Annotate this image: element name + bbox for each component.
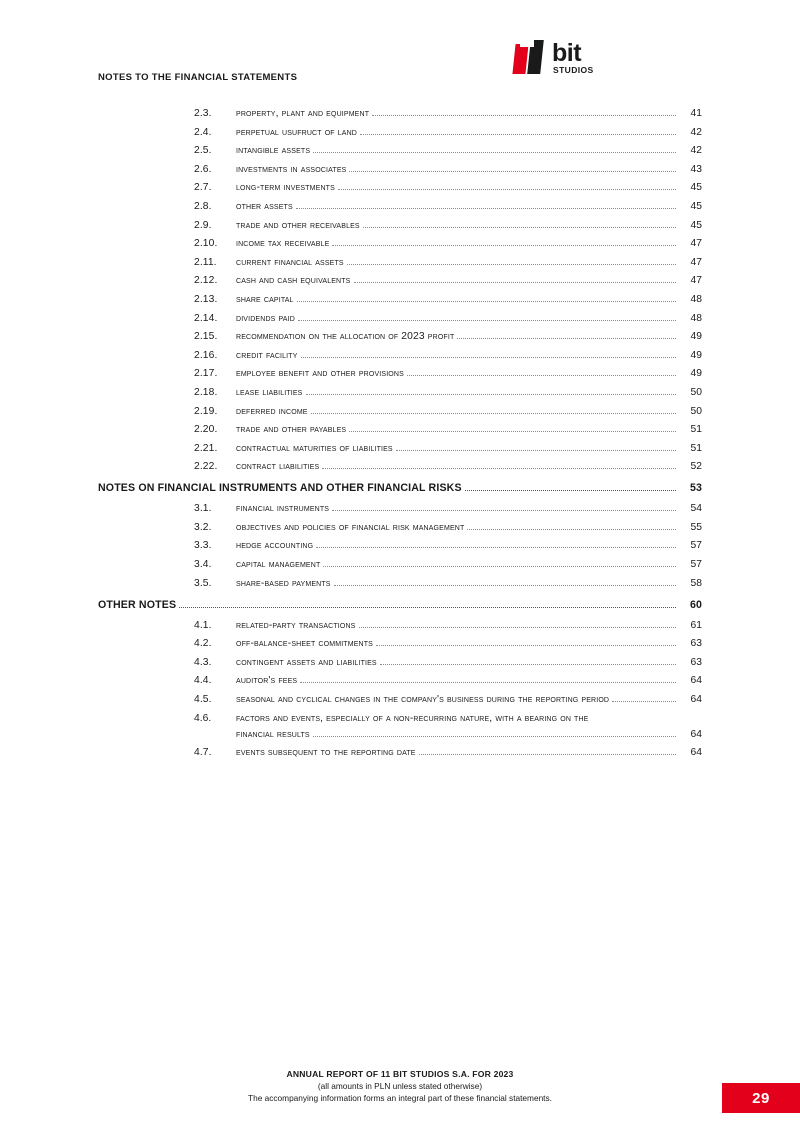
toc-entry-page: 54	[690, 503, 702, 515]
toc-entry[interactable]	[98, 461, 702, 473]
toc-entry-number: 4.7.	[194, 747, 212, 759]
toc-entry[interactable]	[98, 368, 702, 380]
toc-entry-number: 2.21.	[194, 442, 218, 454]
toc-entry-number: 4.2.	[194, 638, 212, 650]
toc-entry-label: auditor's fees	[236, 675, 298, 687]
toc-entry-page: 45	[690, 182, 702, 194]
toc-entry-label: trade and other receivables	[236, 219, 360, 231]
toc-entry-page: 64	[690, 675, 702, 687]
toc-entry-number: 3.1.	[194, 503, 212, 515]
toc-entry-label: objectives and policies of financial risk management	[236, 521, 465, 533]
toc-leader-dots	[457, 337, 676, 339]
toc-leader-dots	[349, 170, 676, 172]
toc-entry-number: 2.14.	[194, 312, 218, 324]
toc-entry-label: contract liabilities	[236, 461, 320, 473]
toc-entry[interactable]	[98, 482, 702, 494]
toc-entry-label: NOTES ON FINANCIAL INSTRUMENTS AND OTHER FINANCIAL RISKS	[98, 482, 462, 495]
toc-leader-dots	[316, 546, 676, 548]
toc-entry-number: 2.4.	[194, 126, 212, 138]
toc-entry[interactable]	[98, 747, 702, 759]
toc-entry-page: 50	[690, 405, 702, 417]
toc-entry-label: lease liabilities	[236, 386, 303, 398]
toc-entry-label: cash and cash equivalents	[236, 275, 351, 287]
11bit-studios-logo	[512, 40, 602, 86]
toc-entry-number: 2.10.	[194, 238, 218, 250]
toc-entry-page: 57	[690, 540, 702, 552]
toc-entry-number: 2.17.	[194, 368, 218, 380]
toc-entry-page: 49	[690, 349, 702, 361]
toc-entry-label: OTHER NOTES	[98, 598, 177, 611]
toc-entry-number: 2.11.	[194, 256, 217, 268]
toc-entry[interactable]	[98, 620, 702, 632]
toc-entry-page: 48	[690, 293, 702, 305]
toc-entry-label: financial instruments	[236, 503, 330, 515]
toc-entry-number: 2.7.	[194, 182, 212, 194]
footer-currency-note: (all amounts in PLN unless stated otherwise)	[317, 1081, 483, 1091]
toc-entry-page: 49	[690, 368, 702, 380]
toc-entry-label: off-balance-sheet commitments	[236, 638, 373, 650]
toc-entry-page: 57	[690, 559, 702, 571]
toc-entry-page: 63	[690, 638, 702, 650]
toc-leader-dots	[347, 263, 676, 265]
toc-entry-page: 63	[690, 656, 702, 668]
toc-entry-number: 3.4.	[194, 559, 212, 571]
toc-entry-page: 64	[690, 728, 702, 740]
toc-entry-page: 55	[690, 521, 702, 533]
toc-entry-number: 3.5.	[194, 577, 212, 589]
toc-leader-dots	[332, 244, 676, 246]
toc-entry-page: 58	[690, 577, 702, 589]
toc-entry-label: perpetual usufruct of land	[236, 126, 357, 138]
page-number-badge: 29	[722, 1083, 800, 1113]
toc-entry-label: recommendation on the allocation of 2023 profit	[236, 331, 455, 343]
toc-entry-number: 2.12.	[194, 275, 218, 287]
toc-entry-label: credit facility	[236, 349, 298, 361]
toc-leader-dots	[380, 663, 676, 665]
toc-entry-number: 2.16.	[194, 349, 218, 361]
toc-entry[interactable]	[98, 294, 702, 306]
toc-entry-page: 47	[690, 256, 702, 268]
toc-entry-label: other assets	[236, 200, 293, 212]
toc-entry-number: 2.9.	[194, 219, 212, 231]
toc-entry-label: trade and other payables	[236, 424, 347, 436]
toc-entry-label: related-party transactions	[236, 619, 356, 631]
toc-entry[interactable]	[98, 424, 702, 436]
page-footer	[0, 1069, 800, 1103]
toc-entry[interactable]	[98, 713, 702, 741]
toc-entry[interactable]	[98, 331, 702, 343]
toc-entry-number: 2.22.	[194, 461, 218, 473]
toc-entry-number: 4.4.	[194, 675, 212, 687]
toc-entry-page: 53	[690, 482, 702, 495]
toc-entry[interactable]	[98, 522, 702, 534]
toc-entry[interactable]	[98, 201, 702, 213]
toc-entry-number: 2.13.	[194, 293, 218, 305]
toc-leader-dots	[301, 356, 676, 358]
toc-entry[interactable]	[98, 675, 702, 687]
toc-leader-dots	[297, 300, 676, 302]
toc-leader-dots	[322, 467, 676, 469]
toc-leader-dots	[300, 681, 676, 683]
toc-entry-number: 3.2.	[194, 521, 212, 533]
toc-entry-label: employee benefit and other provisions	[236, 368, 404, 380]
toc-leader-dots	[465, 489, 676, 491]
toc-leader-dots	[296, 207, 676, 209]
toc-entry-number: 4.3.	[194, 656, 212, 668]
toc-entry-label: investments in associates	[236, 163, 347, 175]
toc-entry-label: share capital	[236, 293, 294, 305]
toc-leader-dots	[311, 412, 676, 414]
toc-entry-page: 47	[690, 275, 702, 287]
toc-leader-dots	[612, 700, 676, 702]
toc-entry[interactable]	[98, 350, 702, 362]
toc-entry-label: property, plant and equipment	[236, 108, 370, 119]
toc-entry-label: deferred income	[236, 405, 308, 417]
toc-entry-number: 2.19.	[194, 405, 218, 417]
toc-entry-page: 51	[690, 424, 702, 436]
toc-entry-page: 52	[690, 461, 702, 473]
toc-leader-dots	[332, 509, 676, 511]
toc-entry-label: events subsequent to the reporting date	[236, 747, 416, 759]
toc-entry-page: 48	[690, 312, 702, 324]
toc-entry-number: 2.15.	[194, 331, 218, 343]
toc-leader-dots	[323, 565, 676, 567]
toc-entry-number: 2.5.	[194, 145, 212, 157]
toc-entry-page: 42	[690, 126, 702, 138]
toc-entry-number: 2.18.	[194, 386, 218, 398]
toc-leader-dots	[334, 584, 676, 586]
toc-entry-label: long-term investments	[236, 182, 335, 194]
toc-leader-dots	[419, 753, 676, 755]
toc-entry[interactable]	[98, 443, 702, 455]
toc-entry-number: 2.20.	[194, 424, 218, 436]
toc-entry-page: 64	[690, 747, 702, 759]
toc-entry-number: 2.6.	[194, 163, 212, 175]
toc-entry[interactable]	[98, 599, 702, 611]
toc-entry-page: 64	[690, 694, 702, 706]
toc-entry-page: 43	[690, 163, 702, 175]
toc-entry[interactable]	[98, 503, 702, 515]
toc-entry-page: 60	[690, 598, 702, 611]
toc-entry[interactable]	[98, 275, 702, 287]
table-of-contents	[98, 108, 702, 766]
toc-entry-page: 47	[690, 238, 702, 250]
toc-entry[interactable]	[98, 220, 702, 232]
toc-leader-dots	[363, 226, 676, 228]
toc-entry[interactable]	[98, 182, 702, 194]
toc-leader-dots	[338, 188, 676, 190]
toc-entry[interactable]	[98, 313, 702, 325]
toc-entry[interactable]	[98, 238, 702, 250]
toc-entry-label: contingent assets and liabilities	[236, 656, 377, 668]
toc-leader-dots	[298, 319, 676, 321]
toc-entry-label: seasonal and cyclical changes in the company's business during the reporting period	[236, 694, 610, 706]
toc-entry-label: intangible assets	[236, 145, 311, 157]
toc-entry-label: capital management	[236, 559, 321, 571]
toc-leader-dots	[376, 644, 676, 646]
toc-leader-dots	[354, 281, 676, 283]
toc-entry-page: 41	[690, 108, 702, 119]
toc-leader-dots	[359, 626, 677, 628]
page-header	[98, 39, 702, 102]
toc-entry[interactable]	[98, 540, 702, 552]
toc-entry-number: 4.1.	[194, 619, 212, 631]
toc-entry[interactable]	[98, 657, 702, 669]
toc-entry[interactable]	[98, 387, 702, 399]
toc-entry-number: 4.6.	[194, 712, 212, 724]
logo-text: bit	[552, 39, 582, 67]
footer-disclaimer: The accompanying information forms an integral part of these financial statements.	[248, 1093, 552, 1103]
toc-entry[interactable]	[98, 257, 702, 269]
toc-entry-label: current financial assets	[236, 256, 344, 268]
toc-entry-page: 42	[690, 145, 702, 157]
toc-leader-dots	[396, 449, 676, 451]
toc-entry-page: 45	[690, 200, 702, 212]
toc-entry-page: 45	[690, 219, 702, 231]
toc-entry-label: dividends paid	[236, 312, 295, 324]
toc-entry[interactable]	[98, 164, 702, 176]
toc-entry[interactable]	[98, 694, 702, 706]
toc-entry-page: 61	[690, 619, 702, 631]
toc-entry-page: 49	[690, 331, 702, 343]
toc-leader-dots	[372, 114, 676, 116]
page-title: NOTES TO THE FINANCIAL STATEMENTS	[98, 72, 298, 83]
toc-entry-label: share-based payments	[236, 577, 331, 589]
toc-leader-dots	[179, 606, 676, 608]
footer-report-title: ANNUAL REPORT OF 11 BIT STUDIOS S.A. FOR 2023	[286, 1069, 514, 1079]
toc-entry[interactable]	[98, 145, 702, 157]
toc-leader-dots	[360, 133, 676, 135]
toc-entry[interactable]	[98, 559, 702, 571]
toc-leader-dots	[313, 151, 676, 153]
toc-entry[interactable]	[98, 127, 702, 139]
toc-leader-dots	[349, 430, 676, 432]
toc-entry-page: 51	[690, 442, 702, 454]
toc-entry-label: factors and events, especially of a non-recurring nature, with a bearing on the	[236, 712, 589, 724]
toc-entry-label: hedge accounting	[236, 540, 314, 552]
toc-entry[interactable]	[98, 638, 702, 650]
toc-entry-page: 50	[690, 386, 702, 398]
toc-entry-number: 3.3.	[194, 540, 212, 552]
toc-entry-number: 4.5.	[194, 694, 212, 706]
toc-leader-dots	[407, 374, 676, 376]
toc-entry[interactable]	[98, 406, 702, 418]
toc-leader-dots	[313, 735, 676, 737]
toc-leader-dots	[467, 528, 676, 530]
toc-entry-label: contractual maturities of liabilities	[236, 442, 393, 454]
toc-entry[interactable]	[98, 578, 702, 590]
toc-entry[interactable]	[98, 108, 702, 120]
toc-entry-label-continued: financial results	[236, 728, 310, 740]
toc-entry-number: 2.8.	[194, 200, 212, 212]
logo-subtext: STUDIOS	[553, 65, 594, 75]
toc-entry-label: income tax receivable	[236, 238, 330, 250]
toc-leader-dots	[306, 393, 677, 395]
logo-mark-icon	[512, 40, 548, 74]
toc-entry-number: 2.3.	[194, 108, 212, 119]
